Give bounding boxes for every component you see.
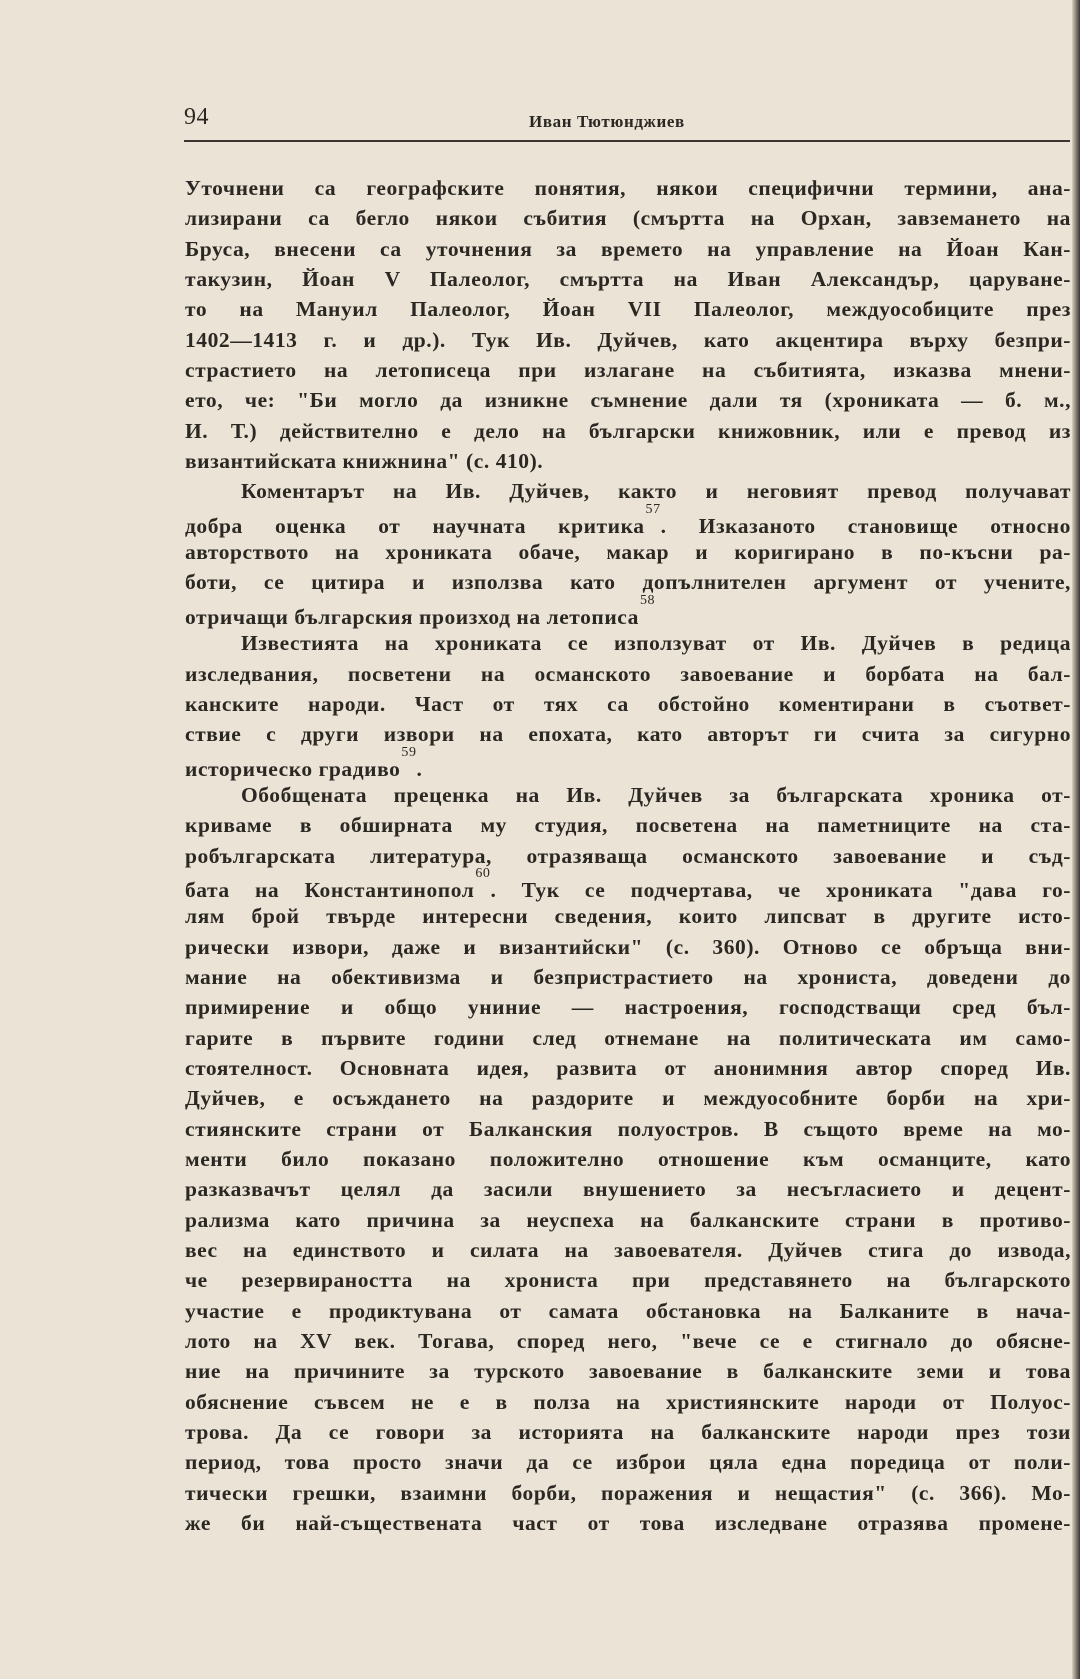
text-line: рически извори, даже и византийски" (с. 360). Отново се обръща вни-	[185, 934, 1071, 959]
text-line: гарите в първите години след отнемане на политическата им само-	[185, 1025, 1071, 1050]
text-line-with-footnote	[185, 744, 1071, 781]
footnote-marker: 57	[645, 501, 661, 517]
text-line: такузин, Йоан V Палеолог, смъртта на Иван Александър, царуване-	[185, 267, 1071, 292]
text-line: византийската книжнина" (с. 410).	[185, 449, 544, 474]
text-line: Дуйчев, е осъждането на раздорите и междуособните борби на хри-	[185, 1086, 1071, 1111]
text-line: И. Т.) действително е дело на български книжовник, или е превод из	[185, 418, 1071, 443]
text-line: рализма като причина за неуспеха на балканските страни в противо-	[185, 1207, 1071, 1232]
text-line: Бруса, внесени са уточнения за времето на управление на Йоан Кан-	[185, 236, 1071, 261]
text-fragment: . Изказаното становище относно	[660, 513, 1071, 538]
text-fragment: отричащи българския произход на летописа	[185, 604, 639, 629]
text-line: мание на обективизма и безпристрастието на хрониста, доведени до	[185, 964, 1071, 989]
text-line: лото на XV век. Тогава, според него, "вече се е стигнало до обясне-	[185, 1329, 1071, 1354]
text-line: 1402—1413 г. и др.). Тук Ив. Дуйчев, като акцентира върху безпри-	[185, 327, 1071, 352]
text-line: же би най-съществената част от това изследване отразява промене-	[185, 1511, 1071, 1536]
text-line: авторството на хрониката обаче, макар и коригирано в по-късни ра-	[185, 540, 1071, 565]
text-line: Обобщената преценка на Ив. Дуйчев за българската хроника от-	[241, 782, 1071, 807]
text-line: изследвания, посветени на османското завоевание и борбата на бал-	[185, 661, 1071, 686]
running-head: Иван Тютюнджиев	[529, 112, 685, 131]
text-line: разказвачът целял да засили внушението за несъгласието и децент-	[185, 1177, 1071, 1202]
text-line: робългарската литература, отразяваща османското завоевание и съд-	[185, 843, 1071, 868]
text-line: стиянските страни от Балканския полуостров. В същото време на мо-	[185, 1116, 1071, 1141]
text-fragment: .	[416, 756, 423, 781]
text-line: обяснение съвсем не е в полза на християнските народи от Полуос-	[185, 1389, 1071, 1414]
text-line: лизирани са бегло някои събития (смъртта на Орхан, завземането на	[185, 206, 1071, 231]
text-line: боти, се цитира и използва като допълнителен аргумент от учените,	[185, 570, 1071, 595]
text-line: Уточнени са географските понятия, някои специфични термини, ана-	[185, 176, 1071, 200]
text-line: Коментарът на Ив. Дуйчев, както и неговият превод получават	[241, 479, 1071, 504]
page-number: 94	[184, 104, 209, 130]
text-line: то на Мануил Палеолог, Йоан VII Палеолог, междуособиците през	[185, 297, 1071, 322]
text-line: вес на единството и силата на завоевателя. Дуйчев стига до извода,	[185, 1238, 1071, 1263]
text-line: трова. Да се говори за историята на балканските народи през този	[185, 1420, 1071, 1445]
text-line: тически грешки, взаимни борби, поражения и нещастия" (с. 366). Мо-	[185, 1480, 1071, 1505]
footnote-marker: 59	[401, 744, 417, 760]
footnote-marker: 58	[639, 592, 656, 608]
page-header	[184, 104, 1070, 142]
text-line: криваме в обширната му студия, посветена на паметниците на ста-	[185, 813, 1071, 838]
text-line: ние на причините за турското завоевание в балканските земи и това	[185, 1359, 1071, 1384]
text-line: стоятелност. Основната идея, развита от анонимния автор според Ив.	[185, 1055, 1071, 1080]
page-edge-shadow	[1072, 0, 1080, 1679]
text-fragment: . Тук се подчертава, че хрониката "дава го-	[490, 878, 1071, 903]
text-fragment: бата на Константинопол	[185, 878, 475, 903]
text-line-with-footnote	[185, 501, 1071, 538]
text-line: ствие с други извори на епохата, като авторът ги счита за сигурно	[185, 722, 1071, 747]
text-line: канските народи. Част от тях са обстойно коментирани в съответ-	[185, 691, 1071, 716]
text-line: Известията на хрониката се използуват от Ив. Дуйчев в редица	[241, 631, 1071, 656]
text-line: ето, че: "Би могло да изникне съмнение дали тя (хрониката — б. м.,	[185, 388, 1071, 413]
text-line: участие е продиктувана от самата обстановка на Балканите в нача-	[185, 1298, 1071, 1323]
body-text	[185, 173, 1071, 1538]
text-line: лям брой твърде интересни сведения, които липсват в другите исто-	[185, 904, 1071, 929]
text-line: страстието на летописеца при излагане на събитията, изказва мнени-	[185, 358, 1071, 383]
text-line-with-footnote	[185, 865, 1071, 903]
text-fragment: историческо градиво	[185, 756, 401, 781]
text-line-with-footnote	[185, 592, 1071, 629]
text-line: период, това просто значи да се изброи цяла една поредица от поли-	[185, 1450, 1071, 1475]
footnote-marker: 60	[475, 865, 491, 881]
text-line: че резервираността на хрониста при представянето на българското	[185, 1268, 1071, 1293]
text-line: примирение и общо униние — настроения, господстващи сред бъл-	[185, 995, 1071, 1020]
text-line: менти било показано положително отношение към османците, като	[185, 1147, 1071, 1171]
text-fragment: добра оценка от научната критика	[185, 513, 645, 538]
